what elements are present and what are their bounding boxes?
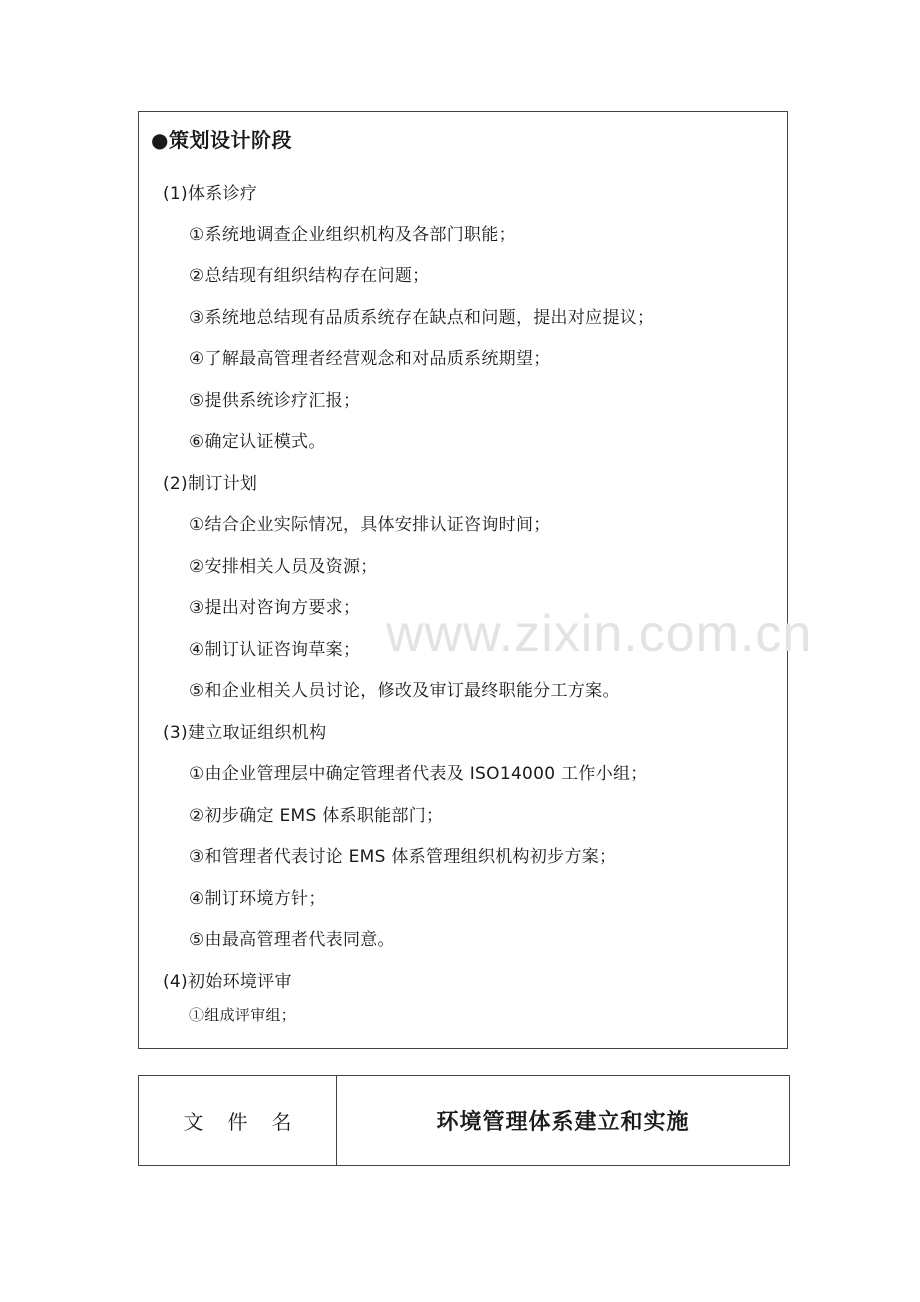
list-item: ①系统地调查企业组织机构及各部门职能；: [189, 225, 516, 245]
content-box: [138, 111, 788, 1049]
list-item: ④制订环境方针；: [189, 889, 326, 909]
list-item: ⑤和企业相关人员讨论，修改及审订最终职能分工方案。: [189, 681, 620, 701]
doc-name-table: [138, 1075, 790, 1166]
group-title: (3)建立取证组织机构: [163, 723, 327, 743]
group-title: (2)制订计划: [163, 474, 258, 494]
list-item: ②初步确定 EMS 体系职能部门；: [189, 806, 444, 826]
list-item: ①组成评审组；: [189, 1006, 297, 1024]
list-item: ⑤提供系统诊疗汇报；: [189, 391, 361, 411]
list-item: ②安排相关人员及资源；: [189, 557, 378, 577]
section-heading: ●策划设计阶段: [151, 128, 292, 152]
list-item: ③和管理者代表讨论 EMS 体系管理组织机构初步方案；: [189, 847, 617, 867]
list-item: ③提出对咨询方要求；: [189, 598, 361, 618]
doc-name-value: 环境管理体系建立和实施: [436, 1110, 690, 1135]
doc-name-label: 文件名: [139, 1076, 337, 1165]
list-item: ⑤由最高管理者代表同意。: [189, 930, 395, 950]
list-item: ①由企业管理层中确定管理者代表及 ISO14000 工作小组；: [189, 764, 648, 784]
group-title: (1)体系诊疗: [163, 184, 258, 204]
group-title: (4)初始环境评审: [163, 972, 292, 992]
list-item: ②总结现有组织结构存在问题；: [189, 266, 430, 286]
list-item: ④制订认证咨询草案；: [189, 640, 361, 660]
list-item: ③系统地总结现有品质系统存在缺点和问题，提出对应提议；: [189, 308, 655, 328]
list-item: ①结合企业实际情况，具体安排认证咨询时间；: [189, 515, 551, 535]
list-item: ⑥确定认证模式。: [189, 432, 326, 452]
watermark: www.zixin.com.cn: [386, 605, 813, 663]
list-item: ④了解最高管理者经营观念和对品质系统期望；: [189, 349, 551, 369]
